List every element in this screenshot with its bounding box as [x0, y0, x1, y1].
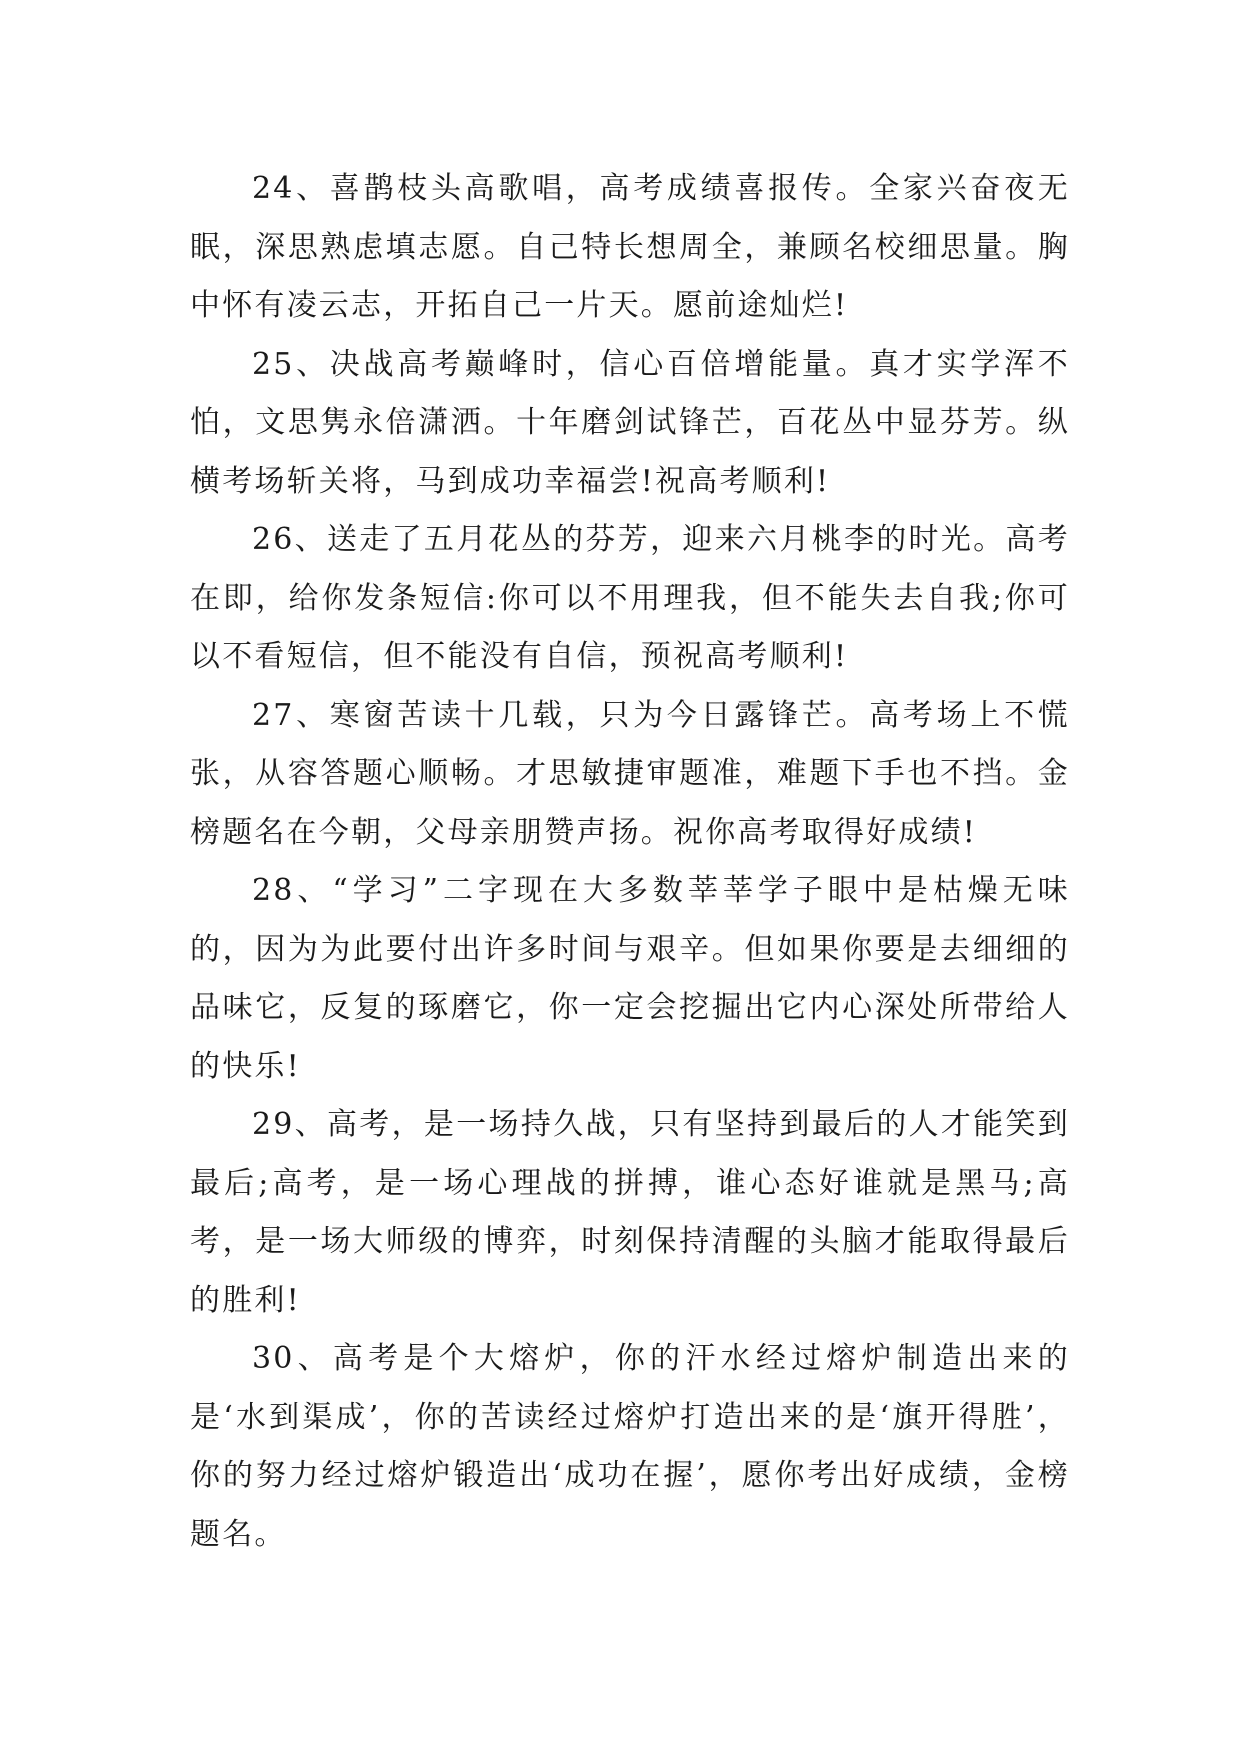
paragraph-30: 30、高考是个大熔炉，你的汗水经过熔炉制造出来的是‘水到渠成’，你的苦读经过熔炉打造出来的是‘旗开得胜’，你的努力经过熔炉锻造出‘成功在握’，愿你考出好成绩，金榜题名。 — [190, 1341, 1070, 1552]
paragraph-27: 27、寒窗苦读十几载，只为今日露锋芒。高考场上不慌张，从容答题心顺畅。才思敏捷审题准，难题下手也不挡。金榜题名在今朝，父母亲朋赞声扬。祝你高考取得好成绩! — [190, 697, 1070, 850]
paragraph-26: 26、送走了五月花丛的芬芳，迎来六月桃李的时光。高考在即，给你发条短信:你可以不用理我，但不能失去自我;你可以不看短信，但不能没有自信，预祝高考顺利! — [190, 522, 1070, 674]
paragraph-24: 24、喜鹊枝头高歌唱，高考成绩喜报传。全家兴奋夜无眠，深思熟虑填志愿。自己特长想周全，兼顾名校细思量。胸中怀有凌云志，开拓自己一片天。愿前途灿烂! — [190, 171, 1070, 323]
paragraph-29: 29、高考，是一场持久战，只有坚持到最后的人才能笑到最后;高考，是一场心理战的拼搏，谁心态好谁就是黑马;高考，是一场大师级的博弈，时刻保持清醒的头脑才能取得最后的胜利! — [190, 1107, 1070, 1318]
paragraph-25: 25、决战高考巅峰时，信心百倍增能量。真才实学浑不怕，文思隽永倍潇洒。十年磨剑试锋芒，百花丛中显芬芳。纵横考场斩关将，马到成功幸福尝!祝高考顺利! — [190, 346, 1070, 499]
paragraph-28: 28、“学习”二字现在大多数莘莘学子眼中是枯燥无味的，因为为此要付出许多时间与艰辛。但如果你要是去细细的品味它，反复的琢磨它，你一定会挖掘出它内心深处所带给人的快乐! — [190, 873, 1070, 1084]
document-page — [190, 160, 1070, 1564]
